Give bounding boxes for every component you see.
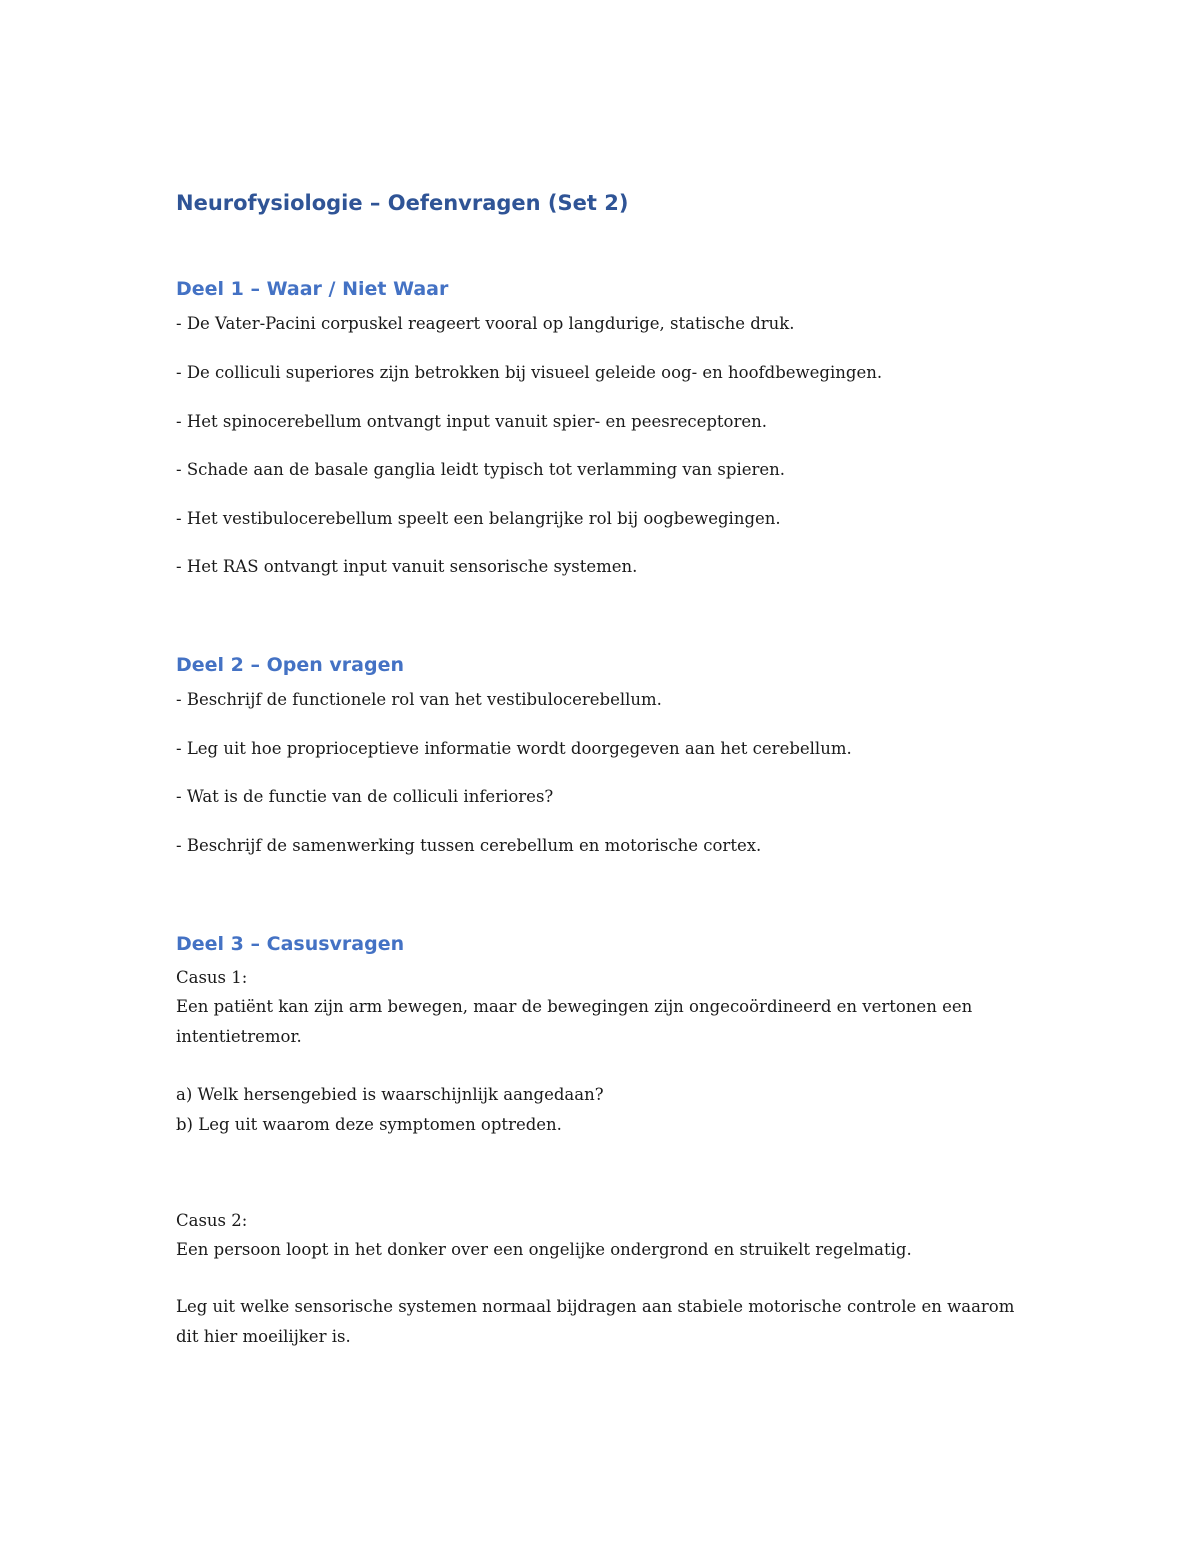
casus-1-label: Casus 1:: [176, 968, 248, 987]
open-question-1: - Beschrijf de functionele rol van het vestibulocerebellum.: [176, 690, 662, 709]
casus-1-question-a: a) Welk hersengebied is waarschijnlijk aangedaan?: [176, 1085, 604, 1104]
section-heading-deel-1: Deel 1 – Waar / Niet Waar: [176, 278, 449, 300]
casus-1-text: Een patiënt kan zijn arm bewegen, maar de bewegingen zijn ongecoördineerd en vertonen een intentietremor.: [176, 997, 973, 1046]
document-title: Neurofysiologie – Oefenvragen (Set 2): [176, 191, 629, 215]
open-question-2: - Leg uit hoe proprioceptieve informatie wordt doorgegeven aan het cerebellum.: [176, 739, 852, 758]
document-page: [176, 0, 1036, 1553]
statement-5: - Het vestibulocerebellum speelt een belangrijke rol bij oogbewegingen.: [176, 509, 781, 528]
open-question-3: - Wat is de functie van de colliculi inferiores?: [176, 787, 554, 806]
statement-1: - De Vater-Pacini corpuskel reageert vooral op langdurige, statische druk.: [176, 314, 795, 333]
section-heading-deel-3: Deel 3 – Casusvragen: [176, 933, 405, 955]
section-heading-deel-2: Deel 2 – Open vragen: [176, 654, 404, 676]
statement-4: - Schade aan de basale ganglia leidt typisch tot verlamming van spieren.: [176, 460, 786, 479]
statement-6: - Het RAS ontvangt input vanuit sensorische systemen.: [176, 557, 638, 576]
open-question-4: - Beschrijf de samenwerking tussen cerebellum en motorische cortex.: [176, 836, 762, 855]
casus-2-label: Casus 2:: [176, 1211, 248, 1230]
statement-2: - De colliculi superiores zijn betrokken bij visueel geleide oog- en hoofdbewegingen.: [176, 363, 883, 382]
statement-3: - Het spinocerebellum ontvangt input vanuit spier- en peesreceptoren.: [176, 412, 768, 431]
casus-2-text: Een persoon loopt in het donker over een ongelijke ondergrond en struikelt regelmatig.: [176, 1240, 912, 1259]
casus-2-question: Leg uit welke sensorische systemen normaal bijdragen aan stabiele motorische controle en waarom dit hier moeilijker is.: [176, 1297, 1015, 1346]
casus-1-question-b: b) Leg uit waarom deze symptomen optreden.: [176, 1115, 562, 1134]
